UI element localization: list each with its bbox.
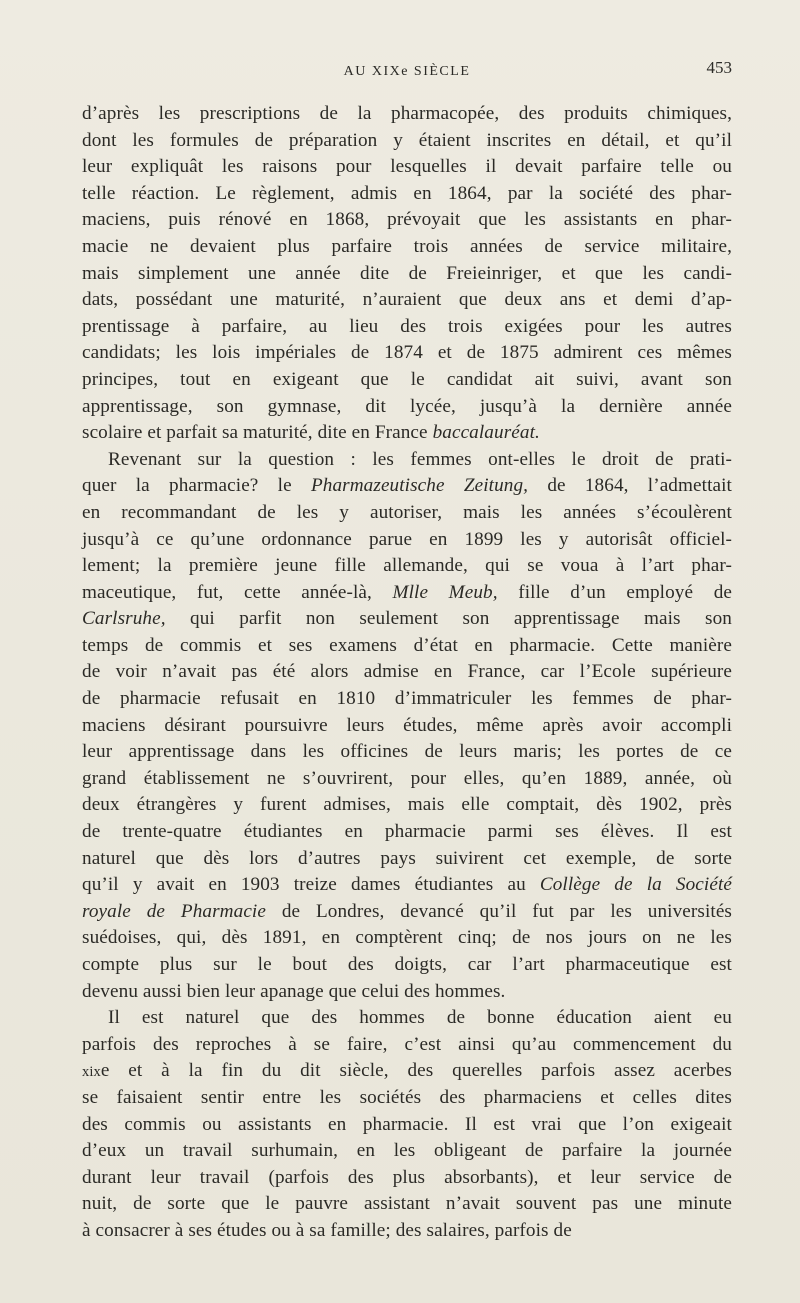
text-segment: quer la pharmacie? le — [82, 475, 311, 497]
italic-text: royale de Pharmacie — [82, 900, 266, 922]
text-segment: maceutique, fut, cette année-là, — [82, 581, 393, 603]
text-line — [82, 128, 732, 155]
text-line — [82, 314, 732, 341]
text-line — [82, 234, 732, 261]
text-segment: d’eux un travail surhumain, en les obligeant de parfaire la journée — [82, 1140, 732, 1162]
text-line — [82, 420, 732, 447]
text-segment: prentissage à parfaire, au lieu des trois exigées pour les autres — [82, 315, 732, 337]
text-segment: en recommandant de les y autoriser, mais les années s’écoulèrent — [82, 501, 732, 523]
italic-text: Collège de la Société — [539, 874, 732, 896]
text-line — [82, 819, 732, 846]
text-line — [82, 766, 732, 793]
text-line — [82, 447, 732, 474]
text-segment: devenu aussi bien leur apanage que celui des hommes. — [82, 980, 506, 1002]
text-line — [82, 899, 732, 926]
text-line — [82, 473, 732, 500]
italic-text: Pharmazeutische Zeitung, — [310, 475, 529, 497]
text-line — [82, 261, 732, 288]
text-line — [82, 154, 732, 181]
text-line — [82, 925, 732, 952]
text-segment: jusqu’à ce qu’une ordonnance parue en 1899 les y autorisât officiel- — [82, 528, 732, 550]
text-line — [82, 527, 732, 554]
body-text — [82, 101, 732, 1245]
text-segment: des commis ou assistants en pharmacie. Il est vrai que l’on exigeait — [82, 1113, 732, 1135]
page-number: 453 — [706, 58, 732, 77]
running-head-title: AU XIXe SIÈCLE — [343, 64, 471, 79]
text-segment: deux étrangères y furent admises, mais elle comptait, dès 1902, près — [82, 794, 732, 816]
text-line — [82, 553, 732, 580]
text-segment: durant leur travail (parfois des plus absorbants), et leur service de — [82, 1166, 732, 1188]
text-line — [82, 979, 732, 1006]
paragraph — [82, 447, 732, 1005]
text-segment: telle réaction. Le règlement, admis en 1864, par la société des phar- — [82, 182, 732, 204]
text-segment: dont les formules de préparation y étaient inscrites en détail, et qu’il — [82, 129, 732, 151]
text-segment: scolaire et parfait sa maturité, dite en France — [82, 422, 433, 444]
paragraph — [82, 1005, 732, 1244]
italic-text: Carlsruhe, — [82, 608, 166, 630]
text-segment: mais simplement une année dite de Freieinriger, et que les candi- — [82, 262, 732, 284]
paragraph — [82, 101, 732, 447]
text-segment: macie ne devaient plus parfaire trois années de service militaire, — [82, 235, 732, 257]
text-line — [82, 846, 732, 873]
text-line — [82, 1112, 732, 1139]
text-line — [82, 367, 732, 394]
italic-text: Mlle Meub, — [392, 581, 498, 603]
text-segment: candidats; les lois impériales de 1874 et de 1875 admirent ces mêmes — [82, 342, 732, 364]
text-line — [82, 500, 732, 527]
text-segment: dats, possédant une maturité, n’auraient que deux ans et demi d’ap- — [82, 289, 732, 311]
text-segment: principes, tout en exigeant que le candidat ait suivi, avant son — [82, 368, 732, 390]
text-line — [82, 340, 732, 367]
text-line — [82, 872, 732, 899]
text-segment: à consacrer à ses études ou à sa famille; des salaires, parfois de — [82, 1219, 572, 1241]
text-segment: lement; la première jeune fille allemande, qui se voua à l’art phar- — [82, 555, 732, 577]
text-segment: se faisaient sentir entre les sociétés des pharmaciens et celles dites — [82, 1086, 732, 1108]
text-line — [82, 633, 732, 660]
running-head — [82, 58, 732, 86]
text-segment: xix — [82, 1064, 101, 1081]
text-line — [82, 1165, 732, 1192]
text-line — [82, 952, 732, 979]
text-line — [82, 792, 732, 819]
text-line — [82, 1138, 732, 1165]
text-line — [82, 686, 732, 713]
text-line — [82, 181, 732, 208]
text-segment: d’après les prescriptions de la pharmacopée, des produits chimiques, — [82, 103, 732, 124]
text-segment: qui parfit non seulement son apprentissage mais son — [165, 608, 732, 630]
text-segment: Il est naturel que des hommes de bonne éducation aient eu — [108, 1007, 732, 1029]
text-segment: grand établissement ne s’ouvrirent, pour elles, qu’en 1889, année, où — [82, 767, 732, 789]
text-line — [82, 739, 732, 766]
text-segment: leur expliquât les raisons pour lesquelles il devait parfaire telle ou — [82, 156, 732, 178]
text-segment: de voir n’avait pas été alors admise en France, car l’Ecole supérieure — [82, 661, 732, 683]
text-line — [82, 394, 732, 421]
text-line — [82, 1005, 732, 1032]
text-line — [82, 287, 732, 314]
italic-text: baccalauréat. — [432, 422, 540, 444]
text-segment: parfois des reproches à se faire, c’est ainsi qu’au commencement du — [82, 1033, 732, 1055]
text-line — [82, 606, 732, 633]
text-segment: qu’il y avait en 1903 treize dames étudiantes au — [82, 874, 540, 896]
text-line — [82, 580, 732, 607]
text-segment: de trente-quatre étudiantes en pharmacie parmi ses élèves. Il est — [82, 821, 732, 843]
text-segment: e et à la fin du dit siècle, des querelles parfois assez acerbes — [100, 1060, 732, 1082]
text-segment: de 1864, l’admettait — [528, 475, 732, 497]
text-line — [82, 1058, 732, 1085]
text-segment: temps de commis et ses examens d’état en pharmacie. Cette manière — [82, 634, 732, 656]
text-segment: maciens, puis rénové en 1868, prévoyait que les assistants en phar- — [82, 209, 732, 231]
text-line — [82, 1218, 732, 1245]
text-line — [82, 1191, 732, 1218]
text-line — [82, 713, 732, 740]
text-line — [82, 1085, 732, 1112]
text-segment: apprentissage, son gymnase, dit lycée, jusqu’à la dernière année — [82, 395, 732, 417]
text-segment: nuit, de sorte que le pauvre assistant n’avait souvent pas une minute — [82, 1193, 732, 1215]
text-segment: de Londres, devancé qu’il fut par les universités — [265, 900, 732, 922]
text-line — [82, 659, 732, 686]
text-segment: leur apprentissage dans les officines de leurs maris; les portes de ce — [82, 741, 732, 763]
text-line — [82, 207, 732, 234]
text-segment: Revenant sur la question : les femmes ont-elles le droit de prati- — [108, 448, 732, 470]
text-line — [82, 1032, 732, 1059]
text-segment: compte plus sur le bout des doigts, car l’art pharmaceutique est — [82, 954, 732, 975]
text-segment: maciens désirant poursuivre leurs études, même après avoir accompli — [82, 714, 732, 736]
text-segment: naturel que dès lors d’autres pays suivirent cet exemple, de sorte — [82, 847, 732, 869]
text-segment: suédoises, qui, dès 1891, en comptèrent cinq; de nos jours on ne les — [82, 927, 732, 949]
text-line — [82, 101, 732, 128]
text-segment: de pharmacie refusait en 1810 d’immatriculer les femmes de phar- — [82, 688, 732, 710]
text-segment: fille d’un employé de — [497, 581, 733, 603]
